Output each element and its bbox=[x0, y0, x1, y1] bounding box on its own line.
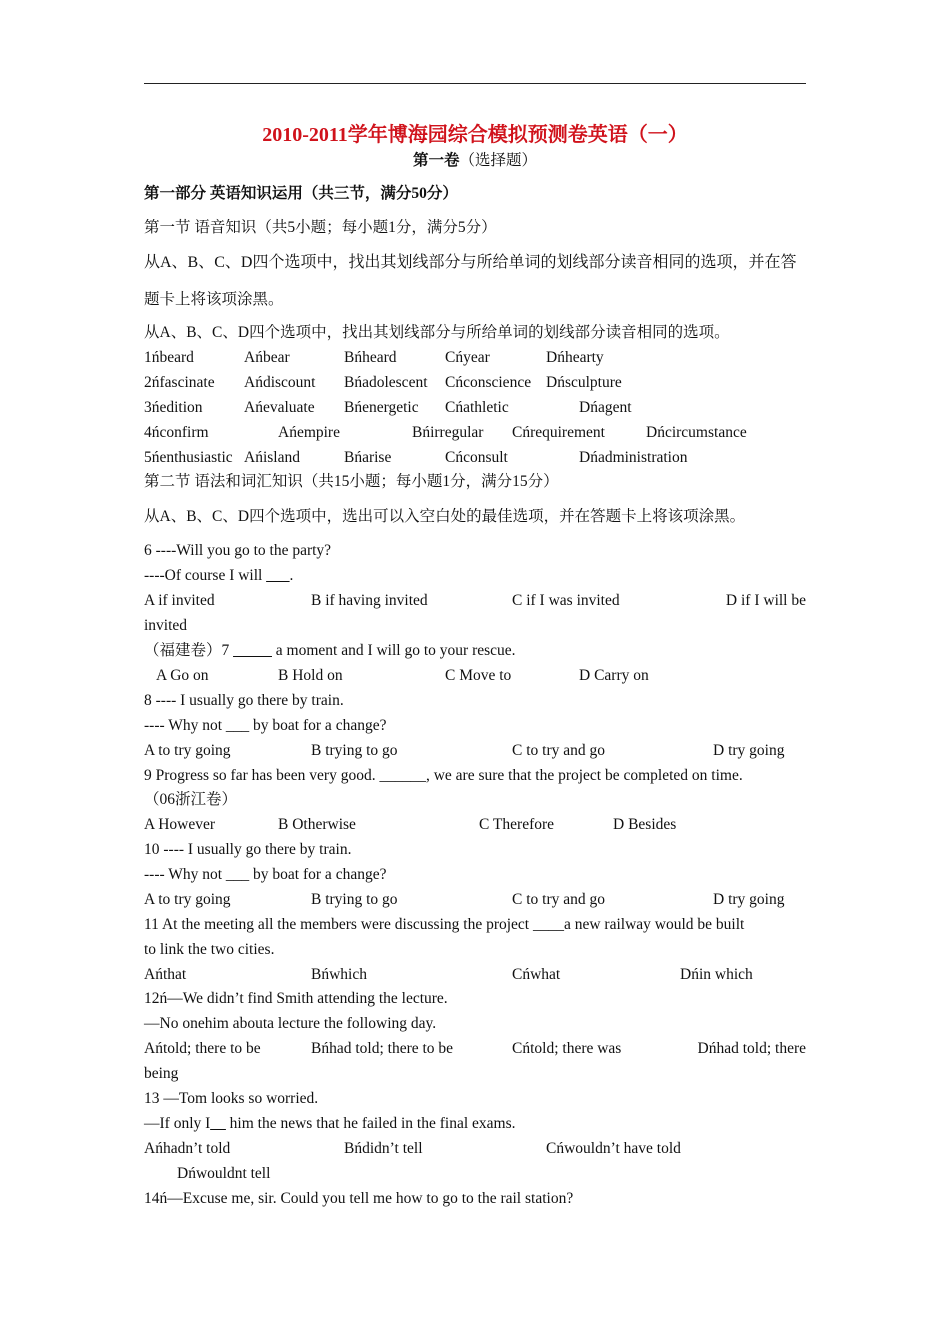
option-b: B trying to go bbox=[311, 891, 398, 908]
question-stem: 14ń—Excuse me, sir. Could you tell me how to go to the rail station? bbox=[144, 1190, 574, 1207]
document-subtitle bbox=[144, 151, 806, 171]
option-b: B Otherwise bbox=[278, 816, 356, 833]
option-b: Bńwhich bbox=[311, 966, 367, 983]
option-c: Cńtold; there was bbox=[512, 1040, 622, 1057]
question-stem: ---- Why not ___ by boat for a change? bbox=[144, 866, 387, 883]
option-a: A Go on bbox=[156, 667, 209, 684]
question-stem: ---- Why not ___ by boat for a change? bbox=[144, 717, 387, 734]
question-stem: 12ń—We didn’t find Smith attending the lecture. bbox=[144, 990, 448, 1007]
option-c: Cńconscience bbox=[445, 374, 532, 391]
option-d: D try going bbox=[713, 891, 785, 908]
document-title: 2010-2011学年博海园综合模拟预测卷英语（一） bbox=[262, 124, 688, 146]
option-b: Bńdidn’t tell bbox=[344, 1140, 423, 1157]
part-heading: 第一部分 英语知识运用（共三节，满分50分） bbox=[144, 185, 458, 202]
option-d: Dńhad told; there bbox=[697, 1040, 806, 1057]
subtitle-volume: 第一卷 bbox=[412, 152, 460, 169]
option-c: Cńconsult bbox=[445, 449, 508, 466]
question-stem: —No onehim abouta lecture the following day. bbox=[144, 1015, 437, 1032]
question-word: 1ńbeard bbox=[144, 349, 194, 366]
question-source: （06浙江卷） bbox=[144, 791, 238, 808]
instruction-line: 从A、B、C、D四个选项中，选出可以入空白处的最佳选项，并在答题卡上将该项涂黑。 bbox=[144, 508, 746, 525]
question-stem: 6 ----Will you go to the party? bbox=[144, 542, 332, 559]
answer-blank: _____ bbox=[233, 642, 272, 659]
option-a: Ańisland bbox=[244, 449, 300, 466]
question-stem: 11 At the meeting all the members were discussing the project ____a new railway would be built bbox=[144, 916, 745, 933]
option-b: Bńhad told; there to be bbox=[311, 1040, 454, 1057]
option-d: Dńsculpture bbox=[546, 374, 622, 391]
question-stem: to link the two cities. bbox=[144, 941, 275, 958]
subtitle-type: （选择题） bbox=[459, 152, 538, 169]
option-c: C Therefore bbox=[479, 816, 555, 833]
option-continuation: being bbox=[144, 1065, 179, 1082]
option-a: A to try going bbox=[144, 742, 231, 759]
option-a: Ańempire bbox=[278, 424, 340, 441]
option-b: B if having invited bbox=[311, 592, 428, 609]
question-stem bbox=[144, 566, 293, 586]
option-b: Bńirregular bbox=[412, 424, 484, 441]
option-b: Bńenergetic bbox=[344, 399, 419, 416]
option-continuation: invited bbox=[144, 617, 188, 634]
option-c: C if I was invited bbox=[512, 592, 620, 609]
question-word: 4ńconfirm bbox=[144, 424, 209, 441]
option-d: Dńin which bbox=[680, 966, 753, 983]
stem-text: a moment and I will go to your rescue. bbox=[271, 642, 516, 659]
stem-text: him the news that he failed in the final exams. bbox=[225, 1115, 516, 1132]
option-a: Ańevaluate bbox=[244, 399, 315, 416]
section-heading-phonics: 第一节 语音知识（共5小题；每小题1分，满分5分） bbox=[144, 219, 497, 236]
question-word: 3ńedition bbox=[144, 399, 203, 416]
option-d: Dńcircumstance bbox=[646, 424, 747, 441]
question-stem: 8 ---- I usually go there by train. bbox=[144, 692, 344, 709]
option-a: Ańthat bbox=[144, 966, 187, 983]
stem-text: ----Of course I will bbox=[144, 567, 267, 584]
option-a: Ańtold; there to be bbox=[144, 1040, 261, 1057]
option-d: Dńwouldnt tell bbox=[177, 1165, 271, 1182]
option-c: Cńrequirement bbox=[512, 424, 605, 441]
question-stem bbox=[144, 641, 516, 661]
instruction-line: 题卡上将该项涂黑。 bbox=[144, 291, 284, 308]
option-c: C Move to bbox=[445, 667, 512, 684]
option-d: Dńadministration bbox=[579, 449, 688, 466]
option-a: Ańbear bbox=[244, 349, 290, 366]
option-c: C to try and go bbox=[512, 742, 605, 759]
option-b: B Hold on bbox=[278, 667, 343, 684]
option-a: A if invited bbox=[144, 592, 215, 609]
option-d: D Carry on bbox=[579, 667, 649, 684]
stem-text: . bbox=[289, 567, 294, 584]
option-b: Bńarise bbox=[344, 449, 392, 466]
question-stem: 10 ---- I usually go there by train. bbox=[144, 841, 352, 858]
option-a: Ańdiscount bbox=[244, 374, 316, 391]
question-stem: 9 Progress so far has been very good. ______, we are sure that the project be completed on time. bbox=[144, 767, 743, 784]
stem-text: （福建卷）7 bbox=[144, 642, 234, 659]
option-a: Ańhadn’t told bbox=[144, 1140, 231, 1157]
option-d: Dńhearty bbox=[546, 349, 604, 366]
option-c: Cńwouldn’t have told bbox=[546, 1140, 681, 1157]
instruction-line: 从A、B、C、D四个选项中，找出其划线部分与所给单词的划线部分读音相同的选项。 bbox=[144, 324, 730, 341]
option-d: Dńagent bbox=[579, 399, 632, 416]
section-heading-grammar: 第二节 语法和词汇知识（共15小题；每小题1分，满分15分） bbox=[144, 473, 559, 490]
option-b: Bńheard bbox=[344, 349, 397, 366]
option-c: Cńathletic bbox=[445, 399, 509, 416]
answer-blank: __ bbox=[210, 1115, 226, 1132]
question-stem bbox=[144, 1114, 515, 1134]
answer-blank: ___ bbox=[266, 567, 290, 584]
option-a: A to try going bbox=[144, 891, 231, 908]
question-word: 2ńfascinate bbox=[144, 374, 215, 391]
stem-text: —If only I bbox=[144, 1115, 211, 1132]
option-a: A However bbox=[144, 816, 216, 833]
option-b: B trying to go bbox=[311, 742, 398, 759]
option-c: Cńyear bbox=[445, 349, 490, 366]
question-word: 5ńenthusiastic bbox=[144, 449, 233, 466]
instruction-line: 从A、B、C、D四个选项中，找出其划线部分与所给单词的划线部分读音相同的选项，并在答 bbox=[144, 254, 797, 271]
option-b: Bńadolescent bbox=[344, 374, 428, 391]
option-c: C to try and go bbox=[512, 891, 605, 908]
question-stem: 13 —Tom looks so worried. bbox=[144, 1090, 319, 1107]
header-rule bbox=[144, 83, 806, 84]
option-d: D if I will be bbox=[725, 592, 806, 609]
option-c: Cńwhat bbox=[512, 966, 561, 983]
option-d: D try going bbox=[713, 742, 785, 759]
option-d: D Besides bbox=[613, 816, 677, 833]
